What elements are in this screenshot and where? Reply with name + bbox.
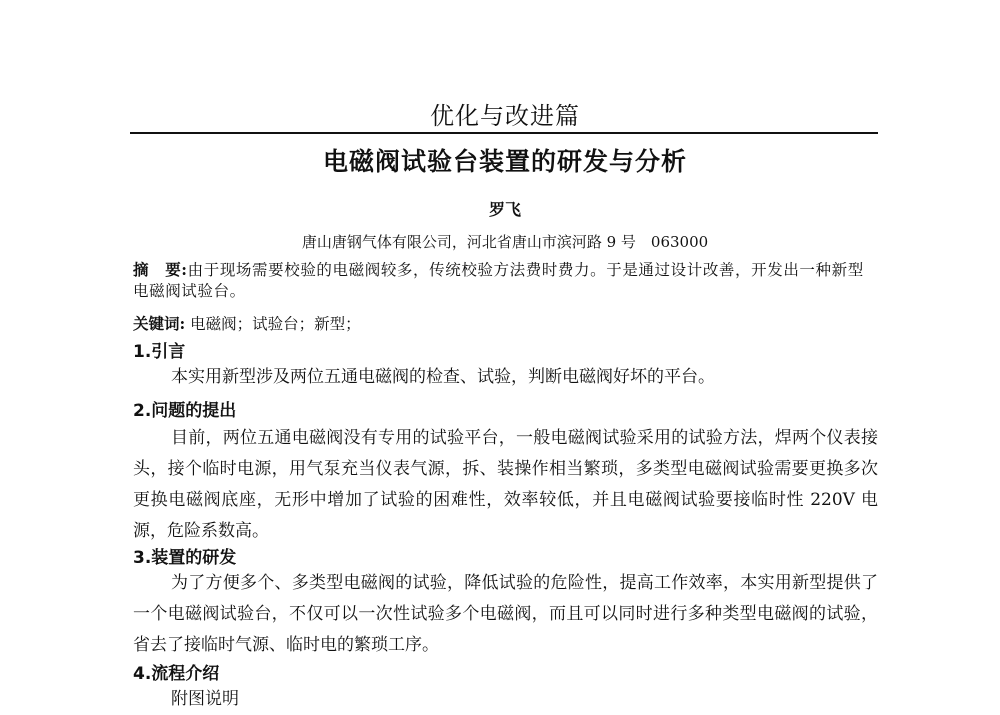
section-body-development: 为了方便多个、多类型电磁阀的试验，降低试验的危险性，提高工作效率，本实用新型提供了一个电磁阀试验台，不仅可以一次性试验多个电磁阀，而且可以同时进行多种类型电磁阀的试验，省去了接临时气源、临时电的繁琐工序。 [133, 573, 878, 655]
keywords-label: 关键词: [133, 314, 186, 333]
keywords [133, 313, 878, 335]
header-divider [130, 132, 878, 134]
abstract-text: 由于现场需要校验的电磁阀较多，传统校验方法费时费力。于是通过设计改善，开发出一种新型电磁阀试验台。 [133, 261, 864, 300]
section-heading-problem: 2.问题的提出 [133, 401, 237, 421]
section-heading-introduction: 1.引言 [133, 342, 186, 362]
section-heading-process: 4.流程介绍 [133, 664, 220, 684]
abstract [133, 259, 878, 302]
paper-author: 罗飞 [488, 200, 521, 219]
keywords-text: 电磁阀；试验台；新型； [190, 315, 361, 333]
section-body-introduction: 本实用新型涉及两位五通电磁阀的检查、试验，判断电磁阀好坏的平台。 [171, 367, 715, 387]
abstract-label: 摘 要: [133, 260, 188, 279]
section-body-problem: 目前，两位五通电磁阀没有专用的试验平台，一般电磁阀试验采用的试验方法，焊两个仪表接头，接个临时电源，用气泵充当仪表气源，拆、装操作相当繁琐，多类型电磁阀试验需要更换多次更换电磁阀底座，无形中增加了试验的困难性，效率较低，并且电磁阀试验要接临时性 220V 电源，危险系数高。 [133, 428, 878, 541]
paper-title: 电磁阀试验台装置的研发与分析 [322, 147, 687, 176]
section-body-process: 附图说明 [171, 689, 239, 709]
journal-section-label: 优化与改进篇 [430, 102, 580, 130]
author-affiliation: 唐山唐钢气体有限公司，河北省唐山市滨河路 9 号 063000 [301, 233, 709, 251]
section-heading-development: 3.装置的研发 [133, 548, 237, 568]
